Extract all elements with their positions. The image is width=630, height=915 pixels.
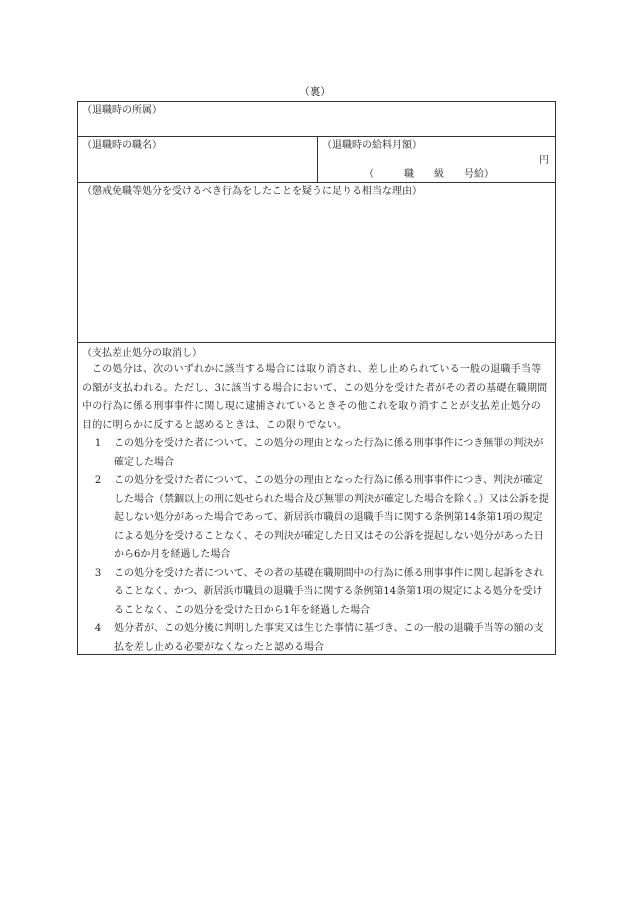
revocation-list: [82, 435, 551, 657]
list-item: [82, 472, 551, 565]
item-text: この処分を受けた者について、この処分の理由となった行為に係る刑事事件につき、判決が確定した場合（禁錮以上の刑に処せられた場合及び無罪の判決が確定した場合を除く。）又は公訴を提起しない処分があった場合であって、新居浜市職員の退職手当に関する条例第14条第1項の規定による処分を受けることなく、その判決が確定した日又はその公訴を提起しない処分があった日から6か月を経過した場合: [114, 475, 549, 560]
position-cell: [78, 137, 318, 182]
item-text: この処分を受けた者について、その者の基礎在職期間中の行為に係る刑事事件に関し起訴をされることなく、かつ、新居浜市職員の退職手当に関する条例第14条第1項の規定による処分を受けることなく、この処分を受けた日から1年を経過した場合: [114, 567, 544, 616]
revocation-row: [78, 343, 555, 654]
list-item: [82, 620, 551, 657]
page-heading: （裏）: [299, 86, 331, 98]
position-salary-row: [78, 137, 555, 183]
position-label: （退職時の職名）: [82, 140, 162, 151]
item-text: この処分を受けた者について、この処分の理由となった行為に係る刑事事件につき無罪の判決が確定した場合: [114, 438, 544, 468]
reason-row: [78, 183, 555, 343]
list-item: [82, 435, 551, 472]
item-number: 3: [94, 567, 102, 579]
affiliation-label: （退職時の所属）: [82, 105, 162, 116]
item-text: 処分者が、この処分後に判明した事実又は生じた事情に基づき、この一般の退職手当等の額の支払を差し止める必要がなくなったと認める場合: [114, 623, 544, 653]
item-number: 2: [94, 475, 102, 486]
revocation-label: （支払差止処分の取消し）: [82, 348, 202, 359]
salary-label: （退職時の給料月額）: [322, 140, 422, 151]
reason-label: （懲戒免職等処分を受けるべき行為をしたことを疑うに足りる相当な理由）: [82, 186, 422, 197]
list-item: [82, 565, 551, 621]
salary-cell: [318, 137, 555, 182]
item-number: 4: [94, 623, 102, 634]
form-table: [77, 101, 556, 655]
grade-line: （ 職 級 号給）: [364, 169, 494, 180]
affiliation-row: [78, 102, 555, 137]
yen-unit: 円: [539, 155, 549, 166]
revocation-intro: この処分は、次のいずれかに該当する場合には取り消され、差し止められている一般の退職手当等の額が支払われる。ただし、3に該当する場合において、この処分を受けた者がその者の基礎在職期間中の行為に係る刑事事件に関し現に逮捕されているときその他これを取り消すことが支払差止処分の目的に明らかに反すると認めるときは、この限りでない。: [82, 364, 548, 431]
item-number: 1: [94, 438, 102, 449]
